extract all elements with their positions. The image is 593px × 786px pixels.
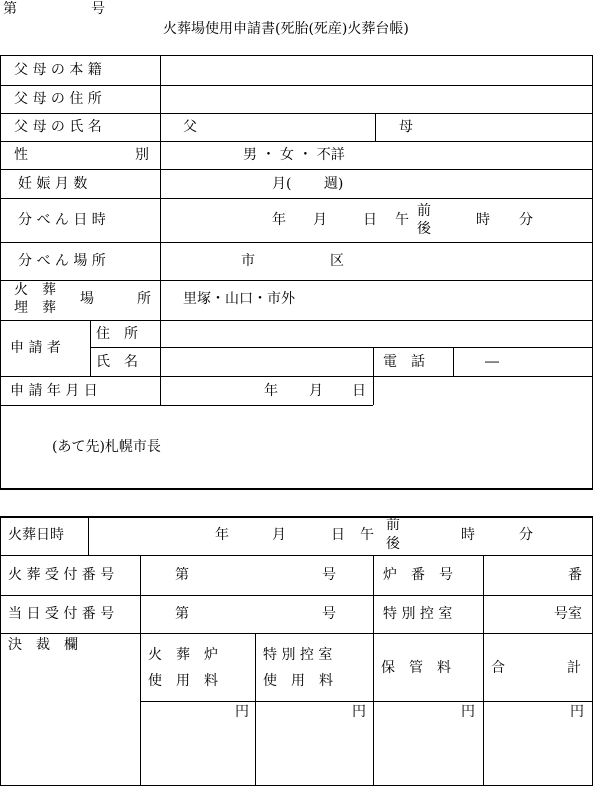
gestation-value: 月( 週) [272,176,344,192]
label-furnace-fee-2: 使 用 料 [148,673,218,689]
father-label: 父 [183,119,197,135]
number-suffix: 号 [91,1,105,17]
apply-month: 月 [309,383,323,399]
label-parents-domicile: 父 母 の 本 籍 [14,62,102,78]
label-decision: 決 裁 欄 [8,637,78,653]
label-sex: 性 [14,147,28,163]
delivery-ward: 区 [330,253,344,269]
label-place-sho: 所 [137,291,151,307]
cremation-year: 年 [215,527,229,543]
label-gestation: 妊 娠 月 数 [18,176,88,192]
addressee: (あて先)札幌市長 [52,439,161,455]
label-room-fee-1: 特 別 控 室 [263,647,333,663]
label-furnace-fee-1: 火 葬 炉 [148,647,218,663]
cremation-noon: 午 [360,527,374,543]
label-total-1: 合 [491,660,505,676]
delivery-month: 月 [313,212,327,228]
sameday-dai: 第 [175,606,189,622]
label-room-fee-2: 使 用 料 [263,673,333,689]
label-receipt-no: 火 葬 受 付 番 号 [8,567,115,583]
cremation-am: 前 [386,517,400,533]
label-sameday-no: 当 日 受 付 番 号 [8,606,115,622]
delivery-pm: 後 [417,221,431,237]
label-storage-fee: 保 管 料 [381,660,451,676]
label-applicant: 申 請 者 [10,340,61,356]
number-prefix: 第 [3,1,17,17]
receipt-dai: 第 [175,567,189,583]
furnace-fee-yen: 円 [235,704,249,720]
furnace-ban: 番 [568,567,582,583]
label-apply-date: 申 請 年 月 日 [10,383,98,399]
label-delivery-place: 分 べ ん 場 所 [18,253,106,269]
label-phone: 電 話 [383,354,425,370]
label-sex-2: 別 [135,147,149,163]
delivery-am: 前 [417,203,431,219]
apply-year: 年 [264,383,278,399]
label-delivery-datetime: 分 べ ん 日 時 [18,212,106,228]
label-cremation: 火 葬 [14,282,56,298]
cremation-month: 月 [272,527,286,543]
label-applicant-name: 氏 名 [96,354,138,370]
label-special-room: 特 別 控 室 [383,606,453,622]
label-place-ba: 場 [80,291,94,307]
delivery-year: 年 [272,212,286,228]
special-room-no: 号室 [554,606,582,622]
sex-options: 男 ・ 女 ・ 不詳 [243,147,345,163]
mother-label: 母 [399,119,413,135]
label-parents-address: 父 母 の 住 所 [14,91,102,107]
storage-fee-yen: 円 [461,704,475,720]
delivery-hour: 時 [476,212,490,228]
label-parents-name: 父 母 の 氏 名 [14,119,102,135]
phone-dash: ― [485,354,499,370]
cremation-hour: 時 [461,527,475,543]
cremation-day: 日 [331,527,345,543]
room-fee-yen: 円 [352,704,366,720]
label-furnace-no: 炉 番 号 [383,567,453,583]
delivery-minute: 分 [519,212,533,228]
cremation-minute: 分 [519,527,533,543]
delivery-city: 市 [241,253,255,269]
receipt-go: 号 [322,567,336,583]
cremation-place-options: 里塚・山口・市外 [183,291,295,307]
delivery-noon: 午 [395,212,409,228]
apply-day: 日 [352,383,366,399]
label-burial: 埋 葬 [14,300,56,316]
label-cremation-datetime: 火葬日時 [8,527,64,543]
label-applicant-address: 住 所 [96,326,138,342]
label-total-2: 計 [567,660,581,676]
sameday-go: 号 [322,606,336,622]
form-title: 火葬場使用申請書(死胎(死産)火葬台帳) [163,21,409,37]
total-yen: 円 [570,704,584,720]
delivery-day: 日 [363,212,377,228]
cremation-pm: 後 [386,536,400,552]
